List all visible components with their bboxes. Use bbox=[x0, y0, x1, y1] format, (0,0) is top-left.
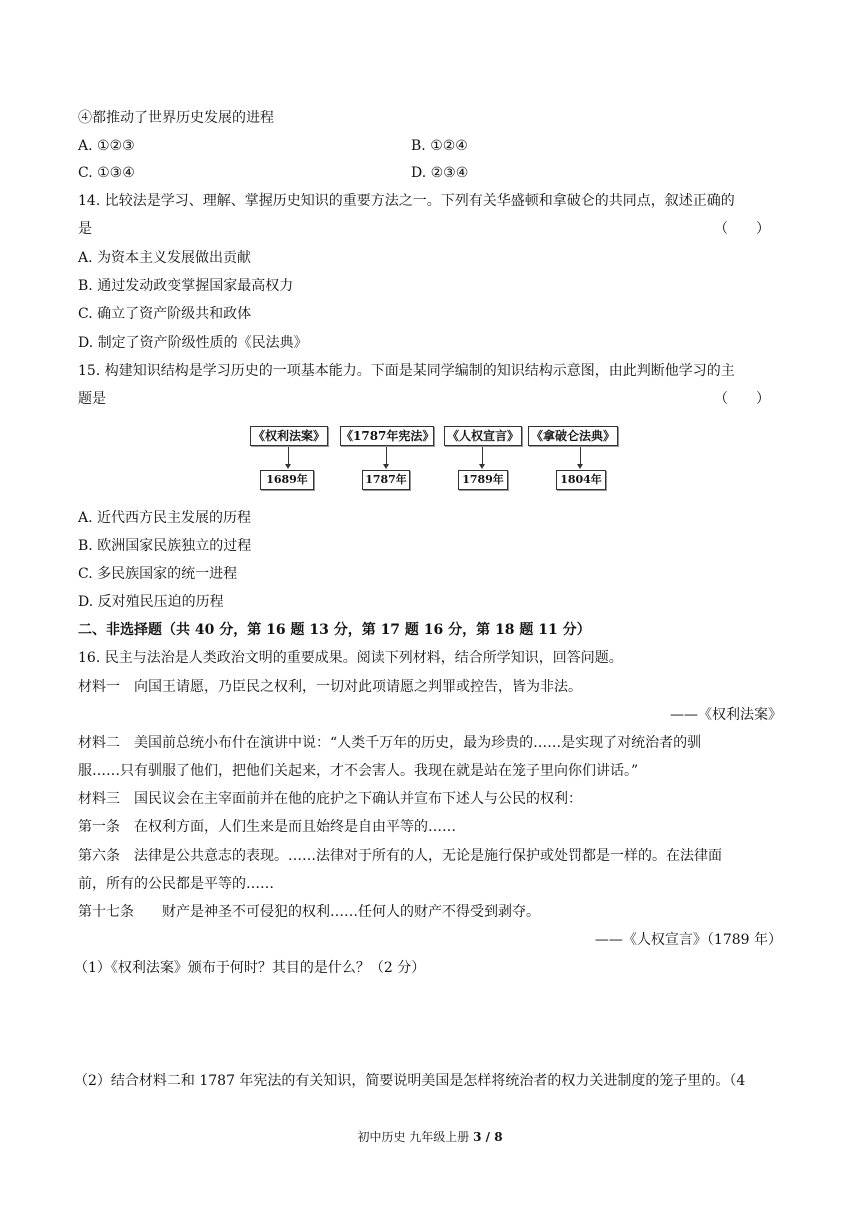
q14-option-d: D. 制定了资产阶级性质的《民法典》 bbox=[78, 335, 308, 351]
q14-option-b: B. 通过发动政变掌握国家最高权力 bbox=[78, 278, 294, 294]
q14-stem-line1: 14. 比较法是学习、理解、掌握历史知识的重要方法之一。下列有关华盛顿和拿破仑的共同点，叙述正确的 bbox=[78, 193, 735, 209]
q15-option-a: A. 近代西方民主发展的历程 bbox=[78, 510, 252, 526]
diagram-connector-1 bbox=[288, 447, 289, 465]
diagram-doc-2: 《1787年宪法》 bbox=[340, 426, 434, 446]
diagram-arrow-2 bbox=[383, 464, 389, 469]
q15-stem-line1: 15. 构建知识结构是学习历史的一项基本能力。下面是某同学编制的知识结构示意图，由此判断他学习的主 bbox=[78, 363, 735, 379]
q16-stem: 16. 民主与法治是人类政治文明的重要成果。阅读下列材料，结合所学知识，回答问题。 bbox=[78, 650, 623, 666]
q15-option-b: B. 欧洲国家民族独立的过程 bbox=[78, 538, 252, 554]
diagram-doc-1: 《权利法案》 bbox=[250, 426, 328, 446]
q14-option-c: C. 确立了资产阶级共和政体 bbox=[78, 306, 252, 322]
q16-material-1-source: ——《权利法案》 bbox=[670, 707, 782, 723]
q16-article-6-line1: 第六条 法律是公共意志的表现。……法律对于所有的人，无论是施行保护或处罚都是一样的。在法律面 bbox=[78, 848, 722, 864]
q14-option-a: A. 为资本主义发展做出贡献 bbox=[78, 250, 252, 266]
q15-answer-paren: （ ） bbox=[714, 391, 770, 407]
diagram-connector-4 bbox=[580, 447, 581, 465]
q13-option-d: D. ②③④ bbox=[411, 165, 469, 181]
page-number: 3 / 8 bbox=[473, 1130, 503, 1144]
q16-sub-question-2: （2）结合材料二和 1787 年宪法的有关知识，简要说明美国是怎样将统治者的权力关进制度的笼子里的。（4 bbox=[74, 1073, 746, 1089]
q13-option-b: B. ①②④ bbox=[411, 138, 468, 154]
diagram-year-3: 1789年 bbox=[458, 470, 508, 490]
q16-sub-question-1: （1）《权利法案》颁布于何时？其目的是什么？（2 分） bbox=[74, 960, 426, 976]
q16-article-17: 第十七条 财产是神圣不可侵犯的权利……任何人的财产不得受到剥夺。 bbox=[78, 904, 540, 920]
q15-option-d: D. 反对殖民压迫的历程 bbox=[78, 594, 224, 610]
q13-option-c: C. ①③④ bbox=[78, 165, 135, 181]
q16-article-6-line2: 前，所有的公民都是平等的…… bbox=[78, 876, 274, 892]
diagram-doc-4: 《拿破仑法典》 bbox=[528, 426, 618, 446]
q15-option-c: C. 多民族国家的统一进程 bbox=[78, 566, 238, 582]
diagram-year-1: 1689年 bbox=[260, 470, 314, 490]
diagram-connector-2 bbox=[386, 447, 387, 465]
q13-option-a: A. ①②③ bbox=[78, 138, 135, 154]
q16-material-3-source: ——《人权宣言》（1789 年） bbox=[594, 932, 782, 948]
page-footer bbox=[0, 1128, 860, 1145]
q15-stem-line2: 题是 bbox=[78, 391, 106, 407]
q14-stem-line2: 是 bbox=[78, 221, 92, 237]
q16-material-3: 材料三 国民议会在主宰面前并在他的庇护之下确认并宣布下述人与公民的权利： bbox=[78, 791, 582, 807]
diagram-year-4: 1804年 bbox=[556, 470, 606, 490]
q16-material-2-line1: 材料二 美国前总统小布什在演讲中说：“人类千万年的历史，最为珍贵的……是实现了对统治者的驯 bbox=[78, 735, 702, 751]
knowledge-structure-diagram bbox=[250, 426, 620, 494]
q16-material-2-line2: 服……只有驯服了他们，把他们关起来，才不会害人。我现在就是站在笼子里向你们讲话。” bbox=[78, 763, 639, 779]
q14-answer-paren: （ ） bbox=[714, 221, 770, 237]
section-2-heading: 二、非选择题（共 40 分，第 16 题 13 分，第 17 题 16 分，第 18 题 11 分） bbox=[78, 622, 591, 638]
diagram-connector-3 bbox=[482, 447, 483, 465]
q16-article-1: 第一条 在权利方面，人们生来是而且始终是自由平等的…… bbox=[78, 819, 456, 835]
diagram-year-2: 1787年 bbox=[362, 470, 410, 490]
diagram-arrow-1 bbox=[285, 464, 291, 469]
diagram-arrow-3 bbox=[479, 464, 485, 469]
q16-material-1: 材料一 向国王请愿，乃臣民之权利，一切对此项请愿之判罪或控告，皆为非法。 bbox=[78, 679, 582, 695]
q13-statement-4: ④都推动了世界历史发展的进程 bbox=[78, 110, 274, 126]
footer-label: 初中历史 九年级上册 bbox=[357, 1130, 470, 1144]
diagram-doc-3: 《人权宣言》 bbox=[444, 426, 522, 446]
diagram-arrow-4 bbox=[577, 464, 583, 469]
